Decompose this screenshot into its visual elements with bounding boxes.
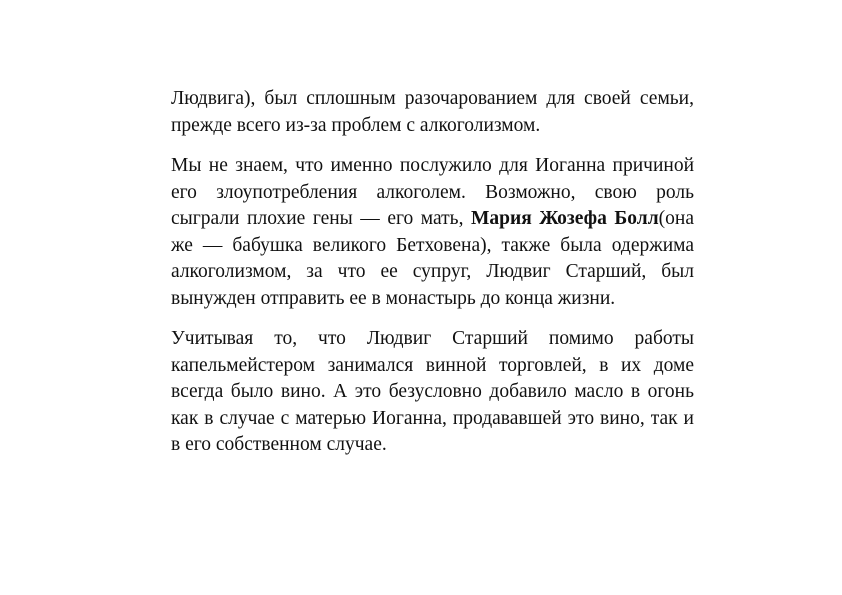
paragraph-2-text-start: Мы не знаем, что именно послужило для Иоганна причиной его злоупотребления алкоголем. Возможно, свою роль сыграли плохие гены — его мать, (171, 155, 694, 229)
body-text (171, 86, 694, 473)
paragraph-2 (171, 153, 694, 312)
paragraph-1-text: Людвига), был сплошным разочарованием для своей семьи, прежде всего из-за проблем с алкоголизмом. (171, 88, 694, 136)
paragraph-1 (171, 86, 694, 139)
paragraph-2-text-end: (она же — бабушка великого Бетховена), также была одержима алкоголизмом, за что ее супруг, Людвиг Старший, был вынужден отправить ее в монастырь до конца жизни. (171, 208, 694, 309)
paragraph-3-text: Учитывая то, что Людвиг Старший помимо работы капельмейстером занимался винной торговлей, в их доме всегда было вино. А это безусловно добавило масло в огонь как в случае с матерью Иоганна, продававшей это вино, так и в его собственном случае. (171, 328, 694, 455)
paragraph-3 (171, 326, 694, 459)
bold-name: Мария Жозефа Болл (470, 208, 659, 229)
